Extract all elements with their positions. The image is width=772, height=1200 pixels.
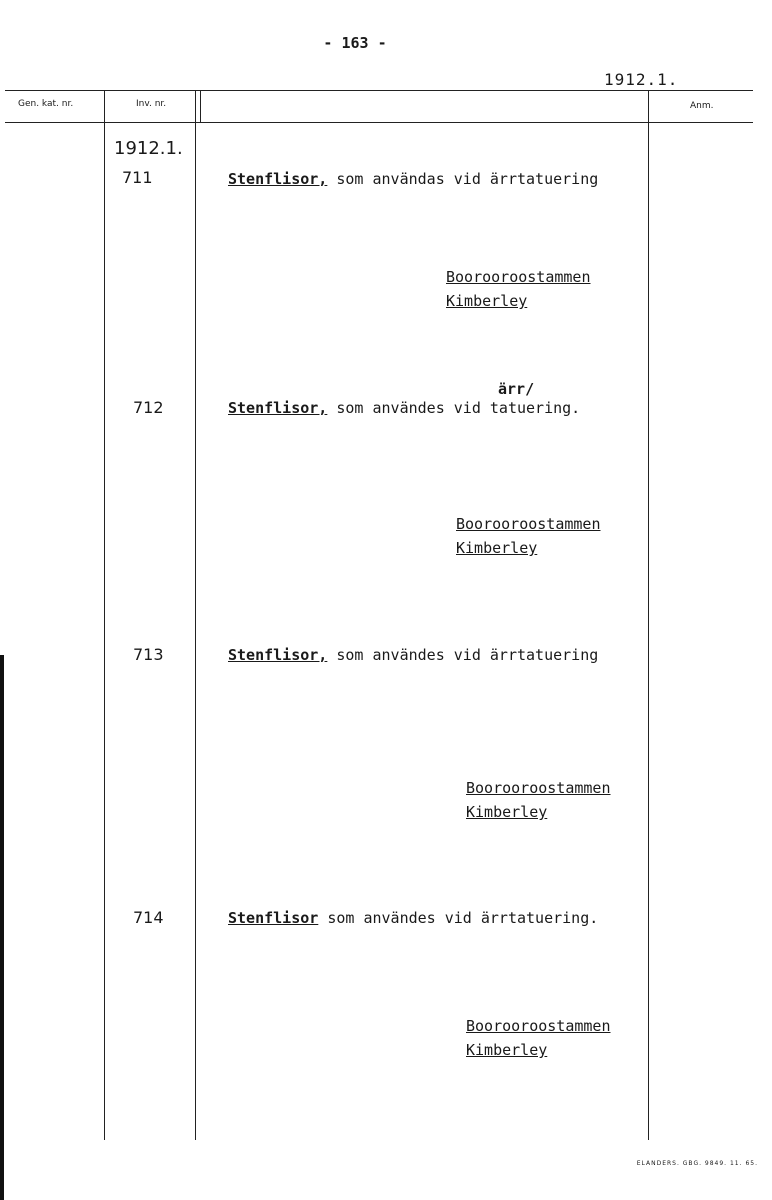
column-divider-inv-desc	[195, 90, 196, 1140]
object-name: Stenflisor,	[228, 399, 328, 417]
provenance	[456, 512, 601, 560]
header-top-rule	[5, 90, 753, 91]
tribe-name: Boorooroostammen	[446, 268, 591, 286]
object-name: Stenflisor,	[228, 646, 328, 664]
provenance	[466, 776, 611, 824]
accession-year-header: 1912.1.	[604, 70, 679, 89]
object-name: Stenflisor,	[228, 170, 328, 188]
column-header-gen-kat-nr: Gen. kat. nr.	[18, 99, 74, 109]
entry-description	[228, 170, 598, 188]
column-divider-desc-anm	[648, 90, 649, 1140]
provenance	[466, 1014, 611, 1062]
location-name: Kimberley	[456, 539, 538, 557]
usage-text: som användas vid ärrtatuering	[336, 170, 599, 188]
handwritten-correction: ärr/	[498, 380, 535, 398]
header-divider-desc	[200, 90, 201, 122]
location-name: Kimberley	[466, 1041, 548, 1059]
printer-mark: ELANDERS. GBG. 9849. 11. 65.	[636, 1160, 758, 1167]
inv-number: 711	[122, 168, 153, 187]
location-name: Kimberley	[466, 803, 548, 821]
entry-description	[228, 646, 598, 664]
page-number: - 163 -	[323, 34, 387, 52]
tribe-name: Boorooroostammen	[466, 1017, 611, 1035]
tribe-name: Boorooroostammen	[466, 779, 611, 797]
usage-text: som användes vid tatuering.	[336, 399, 581, 417]
inv-number: 713	[133, 645, 164, 664]
usage-text: som användes vid ärrtatuering.	[327, 909, 599, 927]
location-name: Kimberley	[446, 292, 528, 310]
column-header-inv-nr: Inv. nr.	[136, 99, 167, 109]
tribe-name: Boorooroostammen	[456, 515, 601, 533]
usage-text: som användes vid ärrtatuering	[336, 646, 599, 664]
entry-description	[228, 399, 580, 417]
inv-number: 714	[133, 908, 164, 927]
header-bottom-rule	[5, 122, 753, 123]
year-entry: 1912.1.	[114, 138, 183, 159]
entry-description	[214, 909, 598, 927]
column-divider-gen-inv	[104, 90, 105, 1140]
column-header-anm: Anm.	[690, 101, 714, 111]
object-name: Stenflisor	[228, 909, 319, 927]
provenance	[446, 265, 591, 313]
inv-number: 712	[133, 398, 164, 417]
scan-margin-edge	[0, 655, 4, 1200]
